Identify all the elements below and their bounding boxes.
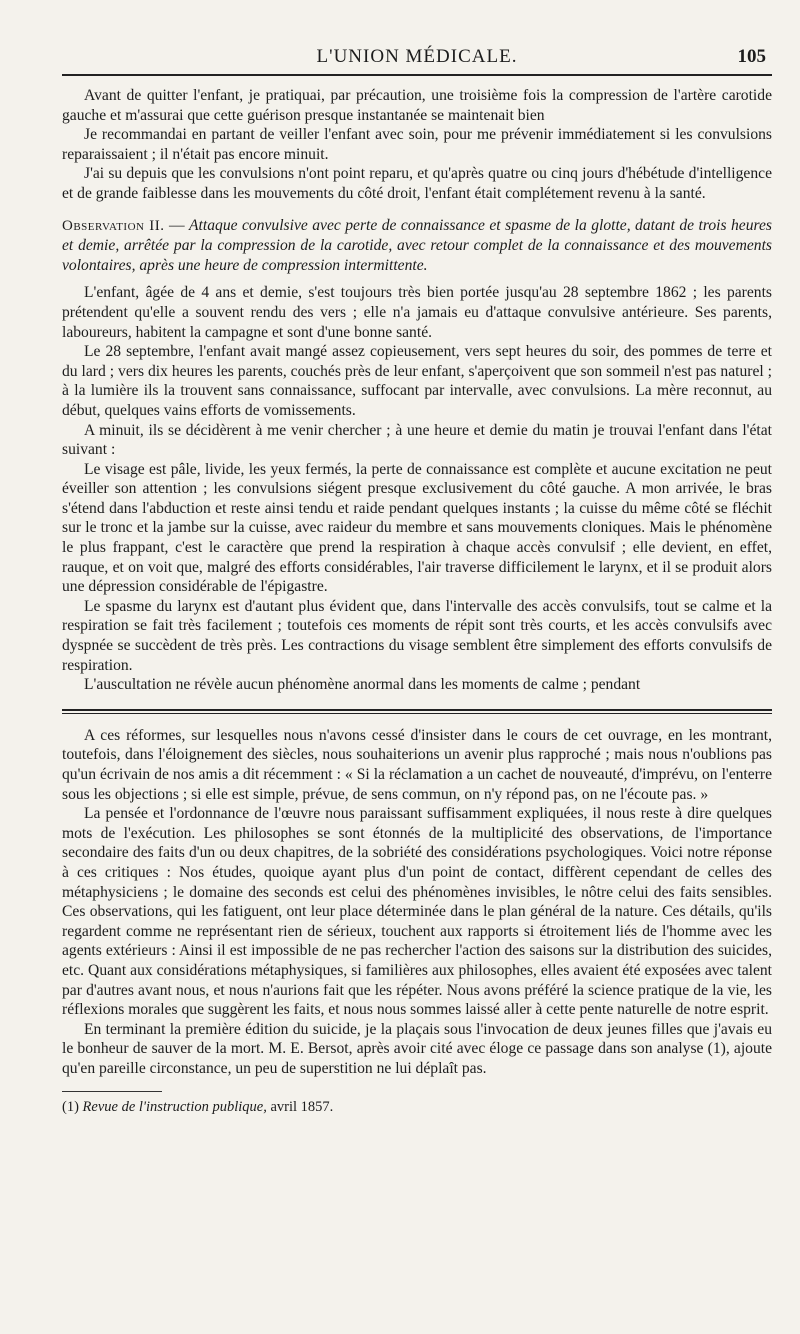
page-number: 105 [737,46,766,67]
paragraph: J'ai su depuis que les convulsions n'ont point reparu, et qu'après quatre ou cinq jours d'hébétude d'intelligence et de grande faiblesse dans les mouvements du côté droit, l'enfant était complétement revenu à la santé. [62,165,772,202]
paragraph: A ces réformes, sur lesquelles nous n'avons cessé d'insister dans le cours de cet ouvrage, en les montrant, toutefois, dans l'éloignement des siècles, nous souhaiterions un avenir plus rapproché ; mais nous n'oublions pas qu'un écrivain de nos amis a dit récemment : « Si la réclamation a un cachet de nouveauté, d'imprévu, on l'enterre sous les objections ; si elle est simple, prévue, de sens commun, on n'y répond pas, on ne l'écoute pas. » [62,726,772,803]
section-divider [62,709,772,714]
paragraph: En terminant la première édition du suicide, je la plaçais sous l'invocation de deux jeunes filles que j'avais eu le bonheur de sauver de la mort. M. E. Bersot, après avoir cité avec éloge ce passage dans son analyse (1), ajoute qu'en pareille circonstance, un peu de superstition ne lui déplaît pas. [62,1020,772,1077]
footnote-marker: (1) [62,1098,79,1115]
paragraph: L'auscultation ne révèle aucun phénomène anormal dans les moments de calme ; pendant [84,676,641,694]
paragraph: Je recommandai en partant de veiller l'enfant avec soin, pour me prévenir immédiatement si les convulsions reparaissaient ; il n'était pas encore minuit. [62,126,772,163]
paragraph: Le visage est pâle, livide, les yeux fermés, la perte de connaissance est complète et aucune excitation ne peut éveiller son attention ; les convulsions siégent presque exclusivement du côté gauche. A mon arrivée, le bras s'étend dans l'abduction et reste ainsi tendu et raide pendant quelques instants ; la cuisse du même côté se fléchit sur le tronc et la jambe sur la cuisse, avec raideur du membre et sans mouvements cloniques. Mais le phénomène le plus frappant, c'est le caractère que prend la respiration à chaque accès convulsif ; elle devient, en effet, rauque, et on voit que, malgré des efforts considérables, l'air traverse difficilement le larynx, et il se produit alors une dépression considérable de l'épigastre. [62,460,772,596]
footnote-divider [62,1091,162,1092]
paragraph: Le 28 septembre, l'enfant avait mangé assez copieusement, vers sept heures du soir, des pommes de terre et du lard ; vers dix heures les parents, couchés près de leur enfant, s'aperçoivent que son sommeil n'est pas naturel ; à la lumière ils la trouvent sans connaissance, suffocant par intervalle, avec convulsions. La mère reconnut, au début, quelques vains efforts de vomissements. [62,343,772,419]
paragraph: La pensée et l'ordonnance de l'œuvre nous paraissant suffisamment expliquées, il nous reste à dire quelques mots de l'exécution. Les philosophes se sont étonnés de la multiplicité des observations, de l'importance secondaire des faits d'un ou deux chapitres, de la sobriété des considérations psychologiques. Voici notre réponse à ces critiques : Nos études, quoique ayant plus d'un point de contact, diffèrent cependant de celles des métaphysiciens ; le domaine des seconds est celui des phénomènes invisibles, le nôtre celui des faits sensibles. Ces observations, qui les fatiguent, ont leur place déterminée dans le plan général de la nature. Ces détails, qu'ils regardent comme ne représentant rien de sérieux, touchent aux rapports si étroitement liés de l'homme avec les agents extérieurs : Ainsi il est impossible de ne pas rechercher l'action des saisons sur la distribution des suicides, etc. Quant aux considérations métaphysiques, si familières aux philosophes, elles avaient été exposées avec talent par d'autres avant nous, et nous n'aurions fait que les répéter. Nous avons préféré la science pratique de la vie, les réflexions morales que suggèrent les faits, et nous nous sommes laissé aller à cette pente naturelle de notre esprit. [62,805,772,1019]
footnote-date: avril 1857. [270,1098,334,1115]
footnote-source: Revue de l'instruction publique, [82,1098,267,1115]
observation-label: Observation II. [62,217,165,234]
observation-title: Attaque convulsive avec perte de connaissance et spasme de la glotte, datant de trois heures et demie, arrêtée par la compression de la carotide, avec retour complet de la connaissance et des mouvements volontaires, après une heure de compression intermittente. [62,216,772,274]
footnote [62,1098,772,1116]
observation-heading [62,216,772,276]
running-header [62,46,772,76]
paragraph: A minuit, ils se décidèrent à me venir chercher ; à une heure et demie du matin je trouvai l'enfant dans l'état suivant : [62,421,772,459]
article-bottom [62,726,772,1116]
article-top [62,86,772,695]
paragraph: Avant de quitter l'enfant, je pratiquai, par précaution, une troisième fois la compression de l'artère carotide gauche et m'assurai que cette guérison presque instantanée se maintenait bien [62,87,772,124]
paragraph: L'enfant, âgée de 4 ans et demie, s'est toujours très bien portée jusqu'au 28 septembre 1862 ; les parents prétendent qu'elle a souvent rendu des vers ; elle n'a jamais eu d'attaque convulsive antérieure. Ses parents, laboureurs, habitent la campagne et sont d'une bonne santé. [62,284,772,341]
paragraph: Le spasme du larynx est d'autant plus évident que, dans l'intervalle des accès convulsifs, tout se calme et la respiration se fait très facilement ; toutefois ces moments de répit sont très courts, et les accès convulsifs avec dyspnée se succèdent de très près. Les contractions du visage semblent être simplement des efforts convulsifs de respiration. [62,597,772,674]
journal-title: L'UNION MÉDICALE. [316,46,518,67]
observation-dash: — [164,216,190,234]
